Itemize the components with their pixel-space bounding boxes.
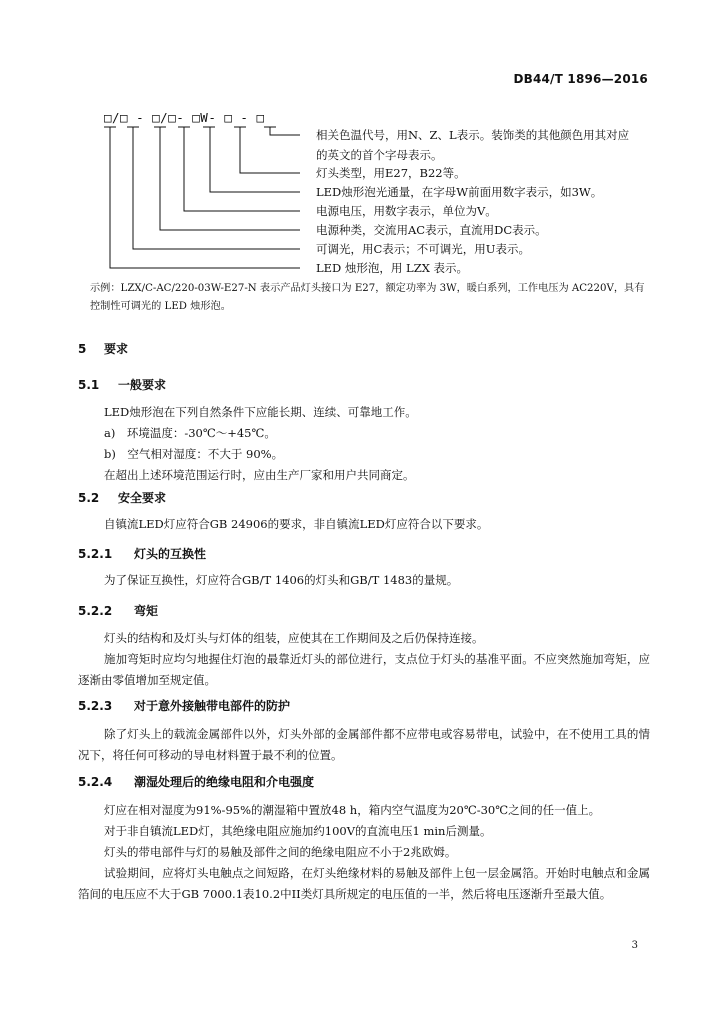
section-number: 5.1 <box>78 378 100 392</box>
standard-code: DB44/T 1896—2016 <box>513 72 648 86</box>
section-number: 5.2 <box>78 491 100 505</box>
section-5-2-2-body-1: 灯头的结构和及灯头与灯体的组装，应使其在工作期间及之后仍保持连接。 <box>104 631 484 645</box>
section-5-2-1-body: 为了保证互换性，灯应符合GB/T 1406的灯头和GB/T 1483的量规。 <box>104 573 459 587</box>
section-5-2-3-heading <box>78 697 290 714</box>
section-number: 5 <box>78 342 87 356</box>
bracket-line-color-temp <box>270 127 300 135</box>
section-5-heading <box>78 340 128 357</box>
desc-voltage: 电源电压，用数字表示，单位为V。 <box>316 204 497 218</box>
desc-dimming: 可调光，用C表示；不可调光，用U表示。 <box>316 242 530 256</box>
paragraph-line: 在超出上述环境范围运行时，应由生产厂家和用户共同商定。 <box>104 468 415 482</box>
paragraph-test-procedure: 试验期间，应将灯头电触点之间短路，在灯头绝缘材料的易触及部件上包一层金属箔。开始时电触点和金属箔间的电压应不大于GB 7000.1表10.2中II类灯具所规定的电压值的一半，然后将电压逐渐升至最大值。 <box>78 866 650 901</box>
designation-code-pattern: □/□ - □/□- □W- □ - □ <box>104 110 265 125</box>
section-5-2-4-heading <box>78 773 314 790</box>
section-title: 弯矩 <box>134 604 159 618</box>
desc-lzx: LED 烛形泡，用 LZX 表示。 <box>316 261 469 275</box>
list-item-a: a) 环境温度：-30℃～+45℃。 <box>104 426 276 440</box>
paragraph-insulation-measure: 对于非自镇流LED灯，其绝缘电阻应施加约100V的直流电压1 min后测量。 <box>104 824 492 838</box>
section-title: 对于意外接触带电部件的防护 <box>134 699 291 713</box>
section-title: 一般要求 <box>118 378 167 392</box>
paragraph-line: LED烛形泡在下列自然条件下应能长期、连续、可靠地工作。 <box>104 405 417 419</box>
list-item-b: b) 空气相对湿度：不大于 90%。 <box>104 447 284 461</box>
section-5-2-body: 自镇流LED灯应符合GB 24906的要求，非自镇流LED灯应符合以下要求。 <box>104 517 489 531</box>
bracket-line-dimming <box>133 127 300 249</box>
bracket-line-power-type <box>160 127 300 230</box>
bracket-line-voltage <box>184 127 300 211</box>
section-5-2-2-body-2: 施加弯矩时应均匀地握住灯泡的最靠近灯头的部位进行，支点位于灯头的基准平面。不应突然施加弯矩，应逐渐由零值增加至规定值。 <box>78 652 650 687</box>
designation-example: 示例：LZX/C-AC/220-03W-E27-N 表示产品灯头接口为 E27，额定功率为 3W，暖白系列，工作电压为 AC220V，具有控制性可调光的 LED 烛形泡。 <box>90 283 645 312</box>
section-5-1-body <box>104 402 650 486</box>
section-5-2-2-heading <box>78 602 158 619</box>
section-5-2-3-body: 除了灯头上的载流金属部件以外，灯头外部的金属部件都不应带电或容易带电，试验中，在不使用工具的情况下，将任何可移动的导电材料置于最不利的位置。 <box>78 727 650 762</box>
section-number: 5.2.2 <box>78 604 113 618</box>
section-5-2-4-body <box>78 800 650 905</box>
section-title: 灯头的互换性 <box>134 547 207 561</box>
section-title: 安全要求 <box>118 491 167 505</box>
section-title: 要求 <box>104 342 129 356</box>
page-number: 3 <box>631 940 638 951</box>
desc-lamp-cap: 灯头类型，用E27，B22等。 <box>316 166 466 180</box>
section-5-2-1-heading <box>78 545 206 562</box>
paragraph-humidity: 灯应在相对湿度为91%-95%的潮湿箱中置放48 h，箱内空气温度为20℃-30℃之间的任一值上。 <box>104 803 601 817</box>
section-number: 5.2.4 <box>78 775 113 789</box>
section-5-1-heading <box>78 376 166 393</box>
desc-color-temp: 相关色温代号，用N、Z、L表示。装饰类的其他颜色用其对应 <box>316 128 630 142</box>
bracket-line-lzx <box>110 127 300 268</box>
bracket-line-flux <box>210 127 300 192</box>
desc-power-type: 电源种类，交流用AC表示，直流用DC表示。 <box>316 223 547 237</box>
section-title: 潮湿处理后的绝缘电阻和介电强度 <box>134 775 315 789</box>
desc-color-temp-cont: 的英文的首个字母表示。 <box>316 148 443 162</box>
section-number: 5.2.1 <box>78 547 113 561</box>
section-number: 5.2.3 <box>78 699 113 713</box>
section-5-2-heading <box>78 489 166 506</box>
paragraph-insulation-resistance: 灯头的带电部件与灯的易触及部件之间的绝缘电阻应不小于2兆欧姆。 <box>104 845 457 859</box>
desc-luminous-flux: LED烛形泡光通量，在字母W前面用数字表示，如3W。 <box>316 185 603 199</box>
